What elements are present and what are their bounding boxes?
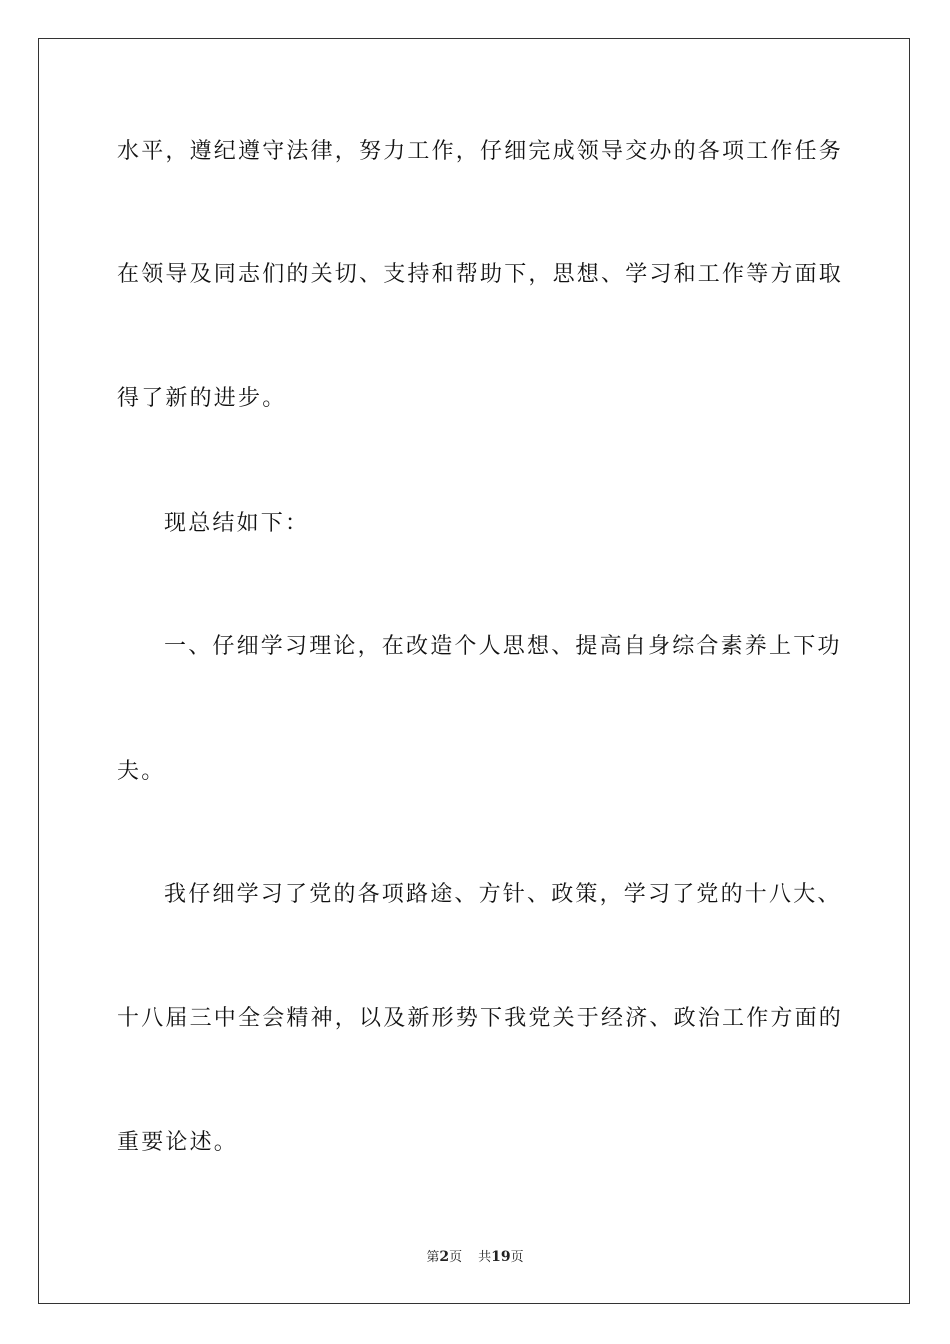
footer-page-number: 2	[439, 1249, 450, 1265]
footer-page-suffix: 页	[449, 1250, 463, 1265]
page-border	[38, 38, 910, 1304]
body-line-2: 在领导及同志们的关切、支持和帮助下，思想、学习和工作等方面取	[117, 262, 844, 287]
footer-total-suffix: 页	[510, 1250, 524, 1265]
body-line-6: 夫。	[117, 759, 166, 784]
body-line-3: 得了新的进步。	[117, 386, 287, 411]
body-line-9: 重要论述。	[117, 1130, 239, 1155]
footer-total-prefix: 共	[478, 1250, 492, 1265]
page-footer	[0, 1248, 950, 1267]
body-line-7: 我仔细学习了党的各项路途、方针、政策，学习了党的十八大、	[164, 882, 842, 907]
footer-page-prefix: 第	[426, 1250, 440, 1265]
body-line-5: 一、仔细学习理论，在改造个人思想、提高自身综合素养上下功	[164, 634, 842, 659]
footer-total-number: 19	[491, 1249, 511, 1265]
body-line-8: 十八届三中全会精神，以及新形势下我党关于经济、政治工作方面的	[117, 1006, 844, 1031]
body-line-4: 现总结如下：	[164, 511, 310, 536]
body-line-1: 水平，遵纪遵守法律，努力工作，仔细完成领导交办的各项工作任务	[117, 139, 844, 164]
